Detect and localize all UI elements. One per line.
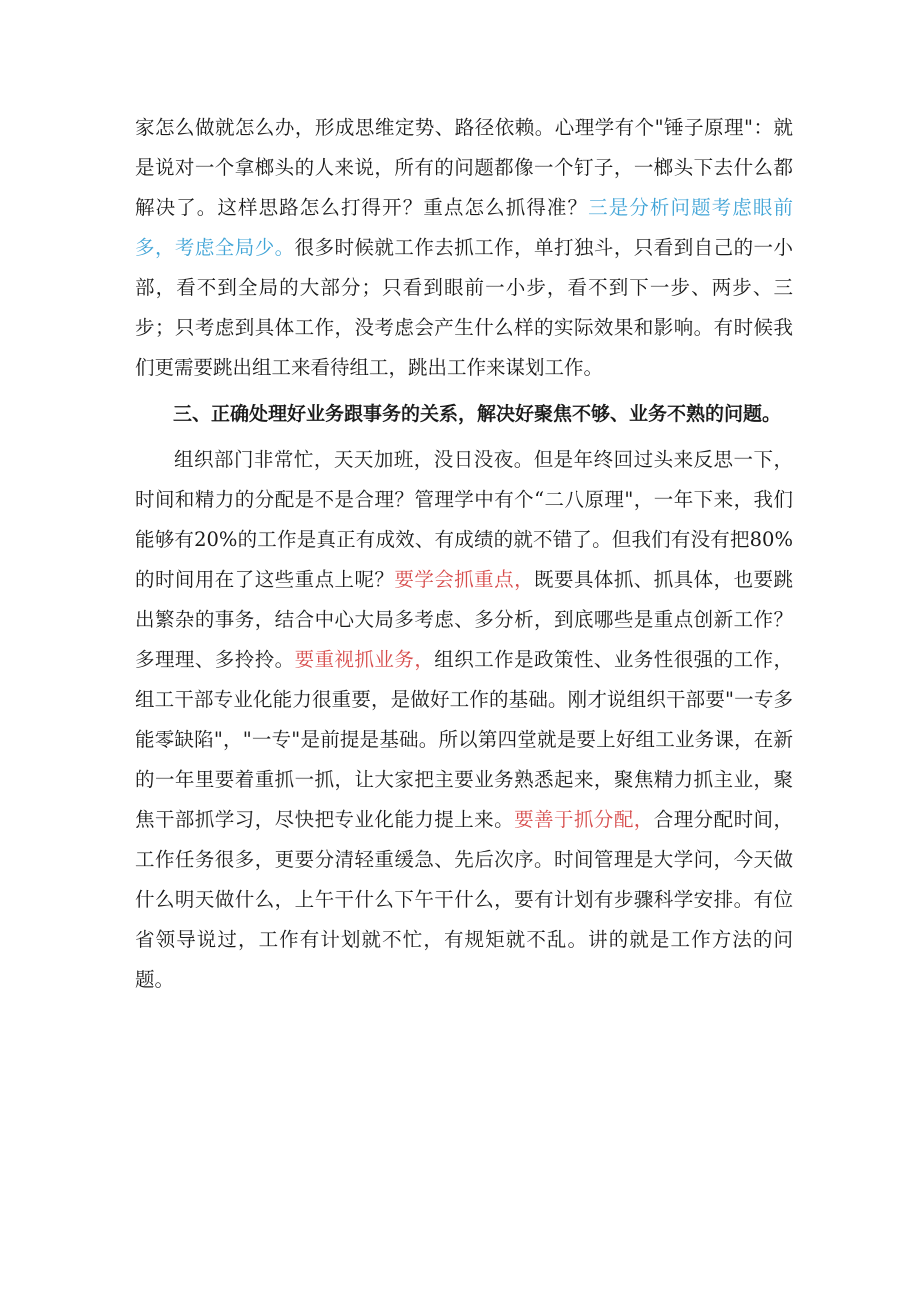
highlighted-focus-key-points: 要学会抓重点， <box>394 568 535 591</box>
paragraph-text: 既要具体抓、抓具体，也要跳出繁杂的事务，结合中心大局多考虑、多分析，到底哪些是重点创新工作？多理理、多拎拎。 <box>135 568 793 671</box>
highlighted-focus-business: 要重视抓业务， <box>294 648 435 671</box>
paragraph-continued <box>135 108 793 388</box>
highlighted-point-three: 三是分析问题考虑眼前多，考虑全局少。 <box>135 196 793 259</box>
document-body <box>135 108 793 1000</box>
highlighted-focus-allocation: 要善于抓分配， <box>514 808 654 831</box>
paragraph-text: 很多时候就工作去抓工作，单打独斗，只看到自己的一小部，看不到全局的大部分；只看到眼前一小步，看不到下一步、两步、三步；只考虑到具体工作，没考虑会产生什么样的实际效果和影响。有时候我们更需要跳出组工来看待组工，跳出工作来谋划工作。 <box>135 236 793 379</box>
paragraph-text: 家怎么做就怎么办，形成思维定势、路径依赖。心理学有个"锤子原理"：就是说对一个拿榔头的人来说，所有的问题都像一个钉子，一榔头下去什么都解决了。这样思路怎么打得开？重点怎么抓得准？ <box>135 116 793 219</box>
paragraph-text: 合理分配时间，工作任务很多，更要分清轻重缓急、先后次序。时间管理是大学问，今天做什么明天做什么，上午干什么下午干什么，要有计划有步骤科学安排。有位省领导说过，工作有计划就不忙，有规矩就不乱。讲的就是工作方法的问题。 <box>135 808 793 991</box>
paragraph-organization-busy <box>135 440 793 1000</box>
paragraph-text: 组织部门非常忙，天天加班，没日没夜。但是年终回过头来反思一下，时间和精力的分配是不是合理？管理学中有个“二八原理"，一年下来，我们能够有20%的工作是真正有成效、有成绩的就不错了。但我们有没有把80%的时间用在了这些重点上呢？ <box>135 448 793 591</box>
paragraph-text: 组织工作是政策性、业务性很强的工作，组工干部专业化能力很重要，是做好工作的基础。刚才说组织干部要"一专多能零缺陷"，"一专"是前提是基础。所以第四堂就是要上好组工业务课，在新的一年里要着重抓一抓，让大家把主要业务熟悉起来，聚焦精力抓主业，聚焦干部抓学习，尽快把专业化能力提上来。 <box>135 648 793 831</box>
section-heading-three: 三、正确处理好业务跟事务的关系，解决好聚焦不够、业务不熟的问题。 <box>173 403 782 425</box>
